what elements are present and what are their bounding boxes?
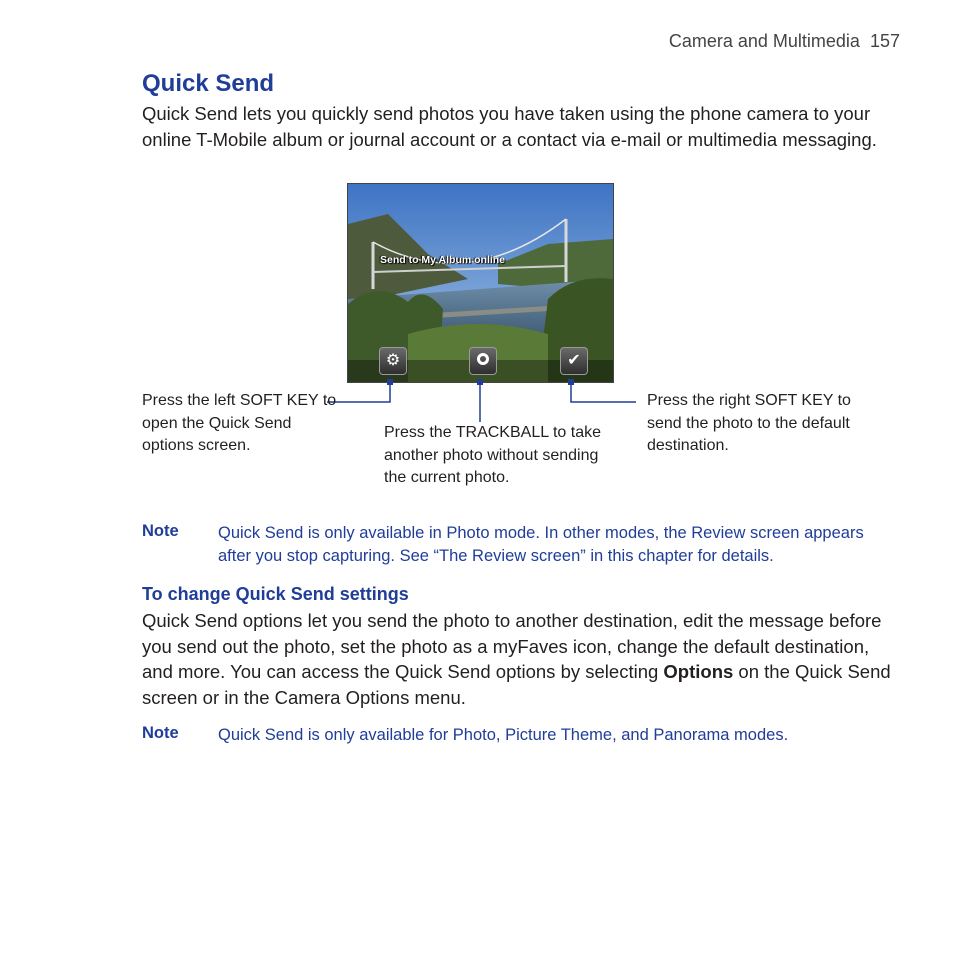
section-name: Camera and Multimedia: [668, 31, 860, 51]
settings-text-after: on the Quick Send screen or in the Camera Options menu.: [142, 661, 891, 708]
right-soft-key[interactable]: [560, 347, 588, 375]
settings-text-before: Quick Send options let you send the photo to another destination, edit the message before you send out the photo, set the photo as a myFaves icon, change the default destination, and more. You can access the Quick Send options by selecting: [142, 610, 882, 682]
trackball-icon: [477, 353, 489, 365]
callout-line-right: [571, 382, 636, 402]
callout-left-soft-key: Press the left SOFT KEY to open the Quick Send options screen.: [142, 392, 337, 454]
note-text: Quick Send is only available in Photo mode. In other modes, the Review screen appears after you stop capturing. See “The Review screen” in this chapter for details.: [218, 524, 864, 565]
note-label-2: Note: [142, 724, 179, 742]
page-header: [560, 31, 900, 52]
settings-paragraph: [142, 608, 892, 710]
page-title: Quick Send: [142, 70, 275, 97]
left-soft-key[interactable]: [379, 347, 407, 375]
quick-send-overlay-text: Send to My Album online: [380, 254, 506, 266]
options-keyword: Options: [663, 661, 734, 682]
checkmark-icon: ✔: [567, 352, 581, 369]
callout-right-soft-key: Press the right SOFT KEY to send the photo to the default destination.: [647, 392, 851, 454]
page-number: 157: [869, 31, 900, 51]
phone-screenshot: [347, 183, 614, 383]
gear-icon: ⚙: [385, 352, 401, 369]
note-label: Note: [142, 522, 179, 540]
intro-paragraph: Quick Send lets you quickly send photos you have taken using the phone camera to your online T-Mobile album or journal account or a contact via e-mail or multimedia messaging.: [142, 103, 877, 150]
note-text-2: Quick Send is only available for Photo, Picture Theme, and Panorama modes.: [218, 726, 789, 744]
section-subheading: To change Quick Send settings: [142, 584, 409, 604]
callout-trackball: Press the TRACKBALL to take another photo without sending the current photo.: [384, 424, 601, 486]
trackball-button[interactable]: [469, 347, 497, 375]
